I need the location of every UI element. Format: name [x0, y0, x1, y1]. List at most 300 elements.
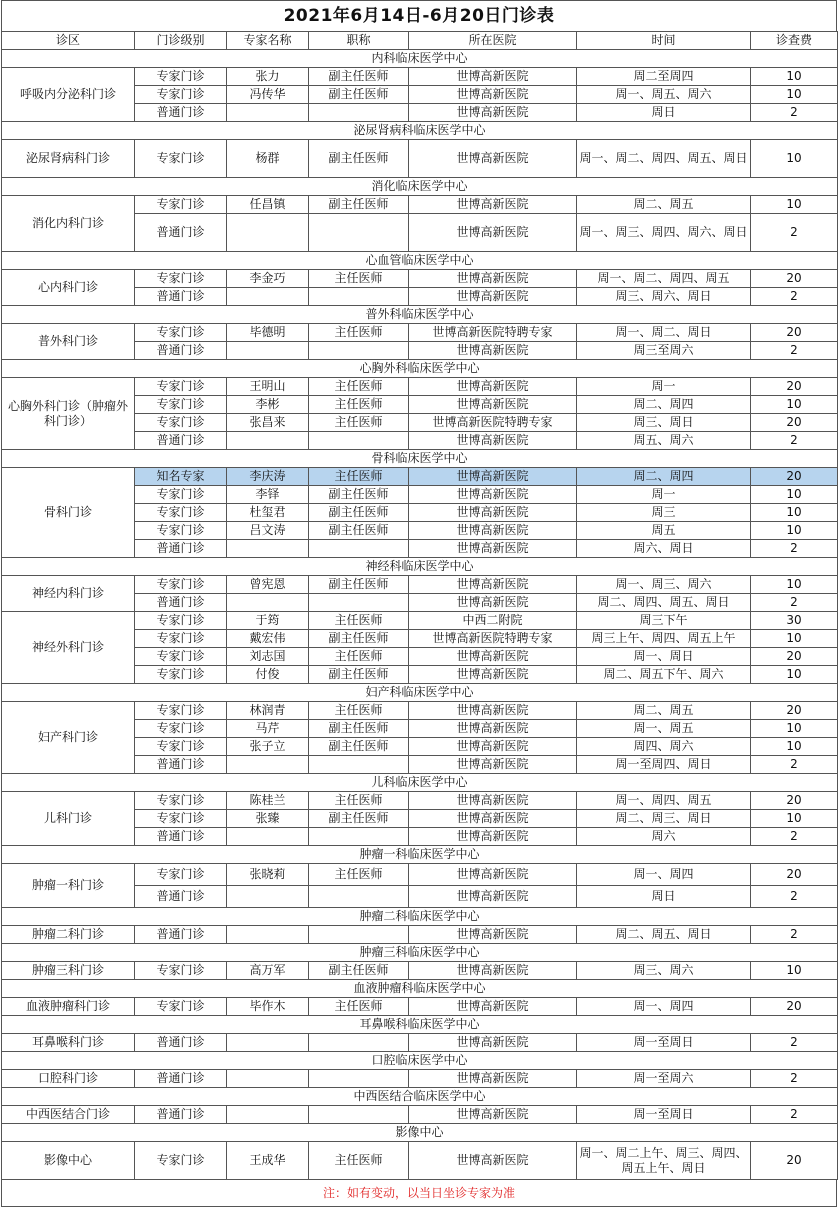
section-title: 血液肿瘤科临床医学中心	[2, 980, 838, 998]
hospital-cell: 世博高新医院特聘专家	[409, 630, 577, 648]
title-cell: 副主任医师	[309, 738, 409, 756]
hospital-cell: 世博高新医院	[409, 756, 577, 774]
title-cell: 主任医师	[309, 702, 409, 720]
table-row	[2, 576, 838, 594]
title-cell	[309, 1070, 409, 1088]
hospital-cell: 世博高新医院	[409, 962, 577, 980]
table-row	[2, 324, 838, 342]
section-row	[2, 178, 838, 196]
fee-cell: 20	[751, 324, 838, 342]
hospital-cell: 世博高新医院	[409, 522, 577, 540]
name-cell: 毕作木	[227, 998, 309, 1016]
hospital-cell: 中西二附院	[409, 612, 577, 630]
section-title: 中西医结合临床医学中心	[2, 1088, 838, 1106]
level-cell: 专家门诊	[135, 630, 227, 648]
hospital-cell: 世博高新医院	[409, 342, 577, 360]
hospital-cell: 世博高新医院	[409, 702, 577, 720]
hospital-cell: 世博高新医院	[409, 720, 577, 738]
hospital-cell: 世博高新医院特聘专家	[409, 414, 577, 432]
title-cell	[309, 288, 409, 306]
title-cell: 副主任医师	[309, 486, 409, 504]
dept-cell: 神经内科门诊	[2, 576, 135, 612]
level-cell: 专家门诊	[135, 702, 227, 720]
fee-cell: 10	[751, 630, 838, 648]
time-cell: 周一、周二上午、周三、周四、周五上午、周日	[577, 1142, 751, 1180]
time-cell: 周一至周四、周日	[577, 756, 751, 774]
fee-cell: 2	[751, 432, 838, 450]
section-title: 口腔临床医学中心	[2, 1052, 838, 1070]
title-cell: 主任医师	[309, 270, 409, 288]
name-cell: 张力	[227, 68, 309, 86]
level-cell: 专家门诊	[135, 998, 227, 1016]
level-cell: 专家门诊	[135, 720, 227, 738]
name-cell: 高万军	[227, 962, 309, 980]
name-cell: 于筠	[227, 612, 309, 630]
time-cell: 周一、周二、周四、周五	[577, 270, 751, 288]
section-row	[2, 1124, 838, 1142]
section-title: 泌尿肾病科临床医学中心	[2, 122, 838, 140]
hospital-cell: 世博高新医院	[409, 196, 577, 214]
level-cell: 专家门诊	[135, 962, 227, 980]
section-title: 骨科临床医学中心	[2, 450, 838, 468]
time-cell: 周一至周六	[577, 1070, 751, 1088]
name-cell: 杨群	[227, 140, 309, 178]
section-row	[2, 1052, 838, 1070]
level-cell: 专家门诊	[135, 486, 227, 504]
name-cell: 陈桂兰	[227, 792, 309, 810]
name-cell: 冯传华	[227, 86, 309, 104]
title-cell: 副主任医师	[309, 68, 409, 86]
hospital-cell: 世博高新医院	[409, 270, 577, 288]
name-cell	[227, 342, 309, 360]
hospital-cell: 世博高新医院	[409, 998, 577, 1016]
fee-cell: 2	[751, 288, 838, 306]
hospital-cell: 世博高新医院	[409, 738, 577, 756]
title-cell	[309, 1106, 409, 1124]
section-title: 内科临床医学中心	[2, 50, 838, 68]
name-cell: 李金巧	[227, 270, 309, 288]
section-title: 神经科临床医学中心	[2, 558, 838, 576]
header-row	[2, 32, 838, 50]
time-cell: 周二、周三、周日	[577, 810, 751, 828]
dept-cell: 骨科门诊	[2, 468, 135, 558]
hospital-cell: 世博高新医院	[409, 886, 577, 908]
level-cell: 专家门诊	[135, 324, 227, 342]
dept-cell: 消化内科门诊	[2, 196, 135, 252]
hospital-cell: 世博高新医院	[409, 792, 577, 810]
fee-cell: 10	[751, 486, 838, 504]
dept-cell: 心胸外科门诊（肿瘤外科门诊）	[2, 378, 135, 450]
dept-cell: 神经外科门诊	[2, 612, 135, 684]
time-cell: 周六	[577, 828, 751, 846]
level-cell: 专家门诊	[135, 576, 227, 594]
level-cell: 专家门诊	[135, 738, 227, 756]
title-cell: 副主任医师	[309, 140, 409, 178]
hospital-cell: 世博高新医院	[409, 828, 577, 846]
fee-cell: 20	[751, 378, 838, 396]
level-cell: 专家门诊	[135, 612, 227, 630]
hospital-cell: 世博高新医院	[409, 810, 577, 828]
table-row	[2, 468, 838, 486]
title-cell: 副主任医师	[309, 810, 409, 828]
name-cell	[227, 540, 309, 558]
title-cell: 副主任医师	[309, 720, 409, 738]
name-cell	[227, 1106, 309, 1124]
fee-cell: 20	[751, 702, 838, 720]
fee-cell: 2	[751, 926, 838, 944]
name-cell: 刘志国	[227, 648, 309, 666]
dept-cell: 肿瘤二科门诊	[2, 926, 135, 944]
hospital-cell: 世博高新医院	[409, 104, 577, 122]
level-cell: 专家门诊	[135, 68, 227, 86]
title-cell: 副主任医师	[309, 196, 409, 214]
table-row	[2, 962, 838, 980]
fee-cell: 20	[751, 792, 838, 810]
name-cell	[227, 104, 309, 122]
fee-cell: 2	[751, 1034, 838, 1052]
title-cell: 主任医师	[309, 324, 409, 342]
hospital-cell: 世博高新医院	[409, 468, 577, 486]
time-cell: 周五、周六	[577, 432, 751, 450]
dept-cell: 呼吸内分泌科门诊	[2, 68, 135, 122]
fee-cell: 10	[751, 666, 838, 684]
hospital-cell: 世博高新医院	[409, 288, 577, 306]
name-cell: 王成华	[227, 1142, 309, 1180]
time-cell: 周三	[577, 504, 751, 522]
name-cell: 李铎	[227, 486, 309, 504]
hospital-cell: 世博高新医院	[409, 594, 577, 612]
time-cell: 周一、周五	[577, 720, 751, 738]
dept-cell: 血液肿瘤科门诊	[2, 998, 135, 1016]
dept-cell: 普外科门诊	[2, 324, 135, 360]
level-cell: 知名专家	[135, 468, 227, 486]
level-cell: 专家门诊	[135, 396, 227, 414]
level-cell: 普通门诊	[135, 104, 227, 122]
title-cell	[309, 926, 409, 944]
hospital-cell: 世博高新医院	[409, 486, 577, 504]
time-cell: 周一至周日	[577, 1106, 751, 1124]
level-cell: 普通门诊	[135, 342, 227, 360]
title-cell	[309, 828, 409, 846]
name-cell	[227, 828, 309, 846]
header-cell: 专家名称	[227, 32, 309, 50]
title-cell: 副主任医师	[309, 576, 409, 594]
level-cell: 普通门诊	[135, 756, 227, 774]
level-cell: 专家门诊	[135, 864, 227, 886]
section-title: 影像中心	[2, 1124, 838, 1142]
fee-cell: 10	[751, 576, 838, 594]
title-cell: 主任医师	[309, 468, 409, 486]
hospital-cell: 世博高新医院	[409, 1142, 577, 1180]
fee-cell: 20	[751, 1142, 838, 1180]
fee-cell: 2	[751, 1106, 838, 1124]
fee-cell: 10	[751, 86, 838, 104]
section-row	[2, 450, 838, 468]
section-title: 肿瘤二科临床医学中心	[2, 908, 838, 926]
section-row	[2, 1088, 838, 1106]
hospital-cell: 世博高新医院	[409, 648, 577, 666]
level-cell: 普通门诊	[135, 540, 227, 558]
time-cell: 周一、周二、周日	[577, 324, 751, 342]
title-cell: 主任医师	[309, 1142, 409, 1180]
fee-cell: 2	[751, 342, 838, 360]
level-cell: 普通门诊	[135, 1106, 227, 1124]
level-cell: 专家门诊	[135, 504, 227, 522]
level-cell: 专家门诊	[135, 1142, 227, 1180]
time-cell: 周二、周四	[577, 468, 751, 486]
footnote: 注：如有变动，以当日坐诊专家为准	[1, 1180, 837, 1207]
name-cell	[227, 926, 309, 944]
time-cell: 周二、周五、周日	[577, 926, 751, 944]
level-cell: 专家门诊	[135, 666, 227, 684]
fee-cell: 10	[751, 720, 838, 738]
time-cell: 周一、周四	[577, 864, 751, 886]
section-row	[2, 360, 838, 378]
fee-cell: 2	[751, 886, 838, 908]
fee-cell: 10	[751, 522, 838, 540]
header-cell: 时间	[577, 32, 751, 50]
name-cell: 张臻	[227, 810, 309, 828]
hospital-cell: 世博高新医院	[409, 864, 577, 886]
section-title: 肿瘤三科临床医学中心	[2, 944, 838, 962]
level-cell: 普通门诊	[135, 828, 227, 846]
dept-cell: 泌尿肾病科门诊	[2, 140, 135, 178]
time-cell: 周五	[577, 522, 751, 540]
section-row	[2, 306, 838, 324]
page-title: 2021年6月14日-6月20日门诊表	[1, 0, 837, 31]
fee-cell: 10	[751, 68, 838, 86]
name-cell	[227, 756, 309, 774]
section-row	[2, 774, 838, 792]
table-row	[2, 792, 838, 810]
section-row	[2, 980, 838, 998]
level-cell: 普通门诊	[135, 214, 227, 252]
fee-cell: 20	[751, 648, 838, 666]
name-cell	[227, 1070, 309, 1088]
hospital-cell: 世博高新医院	[409, 666, 577, 684]
dept-cell: 妇产科门诊	[2, 702, 135, 774]
dept-cell: 心内科门诊	[2, 270, 135, 306]
title-cell: 主任医师	[309, 612, 409, 630]
level-cell: 专家门诊	[135, 810, 227, 828]
level-cell: 专家门诊	[135, 140, 227, 178]
fee-cell: 20	[751, 864, 838, 886]
fee-cell: 20	[751, 468, 838, 486]
schedule-body	[2, 50, 838, 1180]
hospital-cell: 世博高新医院	[409, 378, 577, 396]
table-row	[2, 1034, 838, 1052]
dept-cell: 耳鼻喉科门诊	[2, 1034, 135, 1052]
time-cell: 周三上午、周四、周五上午	[577, 630, 751, 648]
section-title: 消化临床医学中心	[2, 178, 838, 196]
header-cell: 诊区	[2, 32, 135, 50]
time-cell: 周三下午	[577, 612, 751, 630]
section-title: 妇产科临床医学中心	[2, 684, 838, 702]
name-cell: 王明山	[227, 378, 309, 396]
name-cell	[227, 594, 309, 612]
level-cell: 普通门诊	[135, 926, 227, 944]
section-row	[2, 1016, 838, 1034]
name-cell: 毕德明	[227, 324, 309, 342]
name-cell: 李庆涛	[227, 468, 309, 486]
time-cell: 周一、周四	[577, 998, 751, 1016]
hospital-cell: 世博高新医院	[409, 140, 577, 178]
table-row	[2, 378, 838, 396]
fee-cell: 2	[751, 214, 838, 252]
section-title: 心胸外科临床医学中心	[2, 360, 838, 378]
name-cell: 张昌来	[227, 414, 309, 432]
name-cell: 吕文涛	[227, 522, 309, 540]
name-cell: 马芹	[227, 720, 309, 738]
hospital-cell: 世博高新医院	[409, 214, 577, 252]
time-cell: 周六、周日	[577, 540, 751, 558]
time-cell: 周三、周日	[577, 414, 751, 432]
name-cell	[227, 886, 309, 908]
time-cell: 周一、周五、周六	[577, 86, 751, 104]
title-cell	[309, 104, 409, 122]
title-cell: 主任医师	[309, 414, 409, 432]
hospital-cell: 世博高新医院	[409, 504, 577, 522]
level-cell: 专家门诊	[135, 270, 227, 288]
table-row	[2, 702, 838, 720]
section-title: 普外科临床医学中心	[2, 306, 838, 324]
fee-cell: 30	[751, 612, 838, 630]
table-row	[2, 926, 838, 944]
fee-cell: 20	[751, 270, 838, 288]
level-cell: 专家门诊	[135, 378, 227, 396]
table-row	[2, 196, 838, 214]
fee-cell: 2	[751, 828, 838, 846]
hospital-cell: 世博高新医院	[409, 396, 577, 414]
name-cell	[227, 432, 309, 450]
title-cell	[309, 1034, 409, 1052]
time-cell: 周二、周五	[577, 702, 751, 720]
level-cell: 普通门诊	[135, 432, 227, 450]
dept-cell: 中西医结合门诊	[2, 1106, 135, 1124]
fee-cell: 2	[751, 594, 838, 612]
time-cell: 周一、周四、周五	[577, 792, 751, 810]
hospital-cell: 世博高新医院	[409, 540, 577, 558]
title-cell: 主任医师	[309, 792, 409, 810]
section-row	[2, 908, 838, 926]
hospital-cell: 世博高新医院	[409, 1034, 577, 1052]
time-cell: 周四、周六	[577, 738, 751, 756]
name-cell: 任昌镇	[227, 196, 309, 214]
level-cell: 普通门诊	[135, 886, 227, 908]
section-title: 耳鼻喉科临床医学中心	[2, 1016, 838, 1034]
time-cell: 周三至周六	[577, 342, 751, 360]
title-cell: 主任医师	[309, 648, 409, 666]
dept-cell: 影像中心	[2, 1142, 135, 1180]
level-cell: 普通门诊	[135, 594, 227, 612]
table-row	[2, 1142, 838, 1180]
name-cell: 张晓莉	[227, 864, 309, 886]
table-row	[2, 998, 838, 1016]
table-row	[2, 612, 838, 630]
title-cell	[309, 214, 409, 252]
fee-cell: 10	[751, 140, 838, 178]
level-cell: 专家门诊	[135, 414, 227, 432]
title-cell: 副主任医师	[309, 666, 409, 684]
name-cell: 李彬	[227, 396, 309, 414]
section-row	[2, 252, 838, 270]
section-title: 儿科临床医学中心	[2, 774, 838, 792]
level-cell: 普通门诊	[135, 1070, 227, 1088]
fee-cell: 2	[751, 540, 838, 558]
level-cell: 专家门诊	[135, 648, 227, 666]
header-cell: 职称	[309, 32, 409, 50]
time-cell: 周二、周五	[577, 196, 751, 214]
hospital-cell: 世博高新医院特聘专家	[409, 324, 577, 342]
header-cell: 所在医院	[409, 32, 577, 50]
fee-cell: 10	[751, 504, 838, 522]
title-cell	[309, 432, 409, 450]
fee-cell: 10	[751, 396, 838, 414]
section-title: 肿瘤一科临床医学中心	[2, 846, 838, 864]
time-cell: 周三、周六、周日	[577, 288, 751, 306]
hospital-cell: 世博高新医院	[409, 1070, 577, 1088]
section-title: 心血管临床医学中心	[2, 252, 838, 270]
title-cell: 副主任医师	[309, 86, 409, 104]
name-cell: 戴宏伟	[227, 630, 309, 648]
title-cell: 副主任医师	[309, 504, 409, 522]
fee-cell: 10	[751, 196, 838, 214]
fee-cell: 10	[751, 810, 838, 828]
title-cell: 副主任医师	[309, 522, 409, 540]
fee-cell: 2	[751, 756, 838, 774]
fee-cell: 2	[751, 1070, 838, 1088]
name-cell	[227, 288, 309, 306]
name-cell: 杜玺君	[227, 504, 309, 522]
table-row	[2, 140, 838, 178]
time-cell: 周一至周日	[577, 1034, 751, 1052]
title-cell: 主任医师	[309, 378, 409, 396]
name-cell	[227, 1034, 309, 1052]
table-row	[2, 270, 838, 288]
level-cell: 专家门诊	[135, 522, 227, 540]
section-row	[2, 846, 838, 864]
section-row	[2, 944, 838, 962]
dept-cell: 肿瘤三科门诊	[2, 962, 135, 980]
section-row	[2, 122, 838, 140]
section-row	[2, 684, 838, 702]
time-cell: 周一、周日	[577, 648, 751, 666]
table-row	[2, 1106, 838, 1124]
time-cell: 周日	[577, 104, 751, 122]
fee-cell: 20	[751, 414, 838, 432]
title-cell: 主任医师	[309, 864, 409, 886]
time-cell: 周日	[577, 886, 751, 908]
fee-cell: 2	[751, 104, 838, 122]
table-row	[2, 68, 838, 86]
title-cell	[309, 540, 409, 558]
name-cell: 张子立	[227, 738, 309, 756]
header-cell: 门诊级别	[135, 32, 227, 50]
title-cell	[309, 342, 409, 360]
time-cell: 周一、周二、周四、周五、周日	[577, 140, 751, 178]
level-cell: 专家门诊	[135, 196, 227, 214]
title-cell: 主任医师	[309, 396, 409, 414]
hospital-cell: 世博高新医院	[409, 576, 577, 594]
hospital-cell: 世博高新医院	[409, 1106, 577, 1124]
schedule-table	[1, 31, 838, 1180]
dept-cell: 口腔科门诊	[2, 1070, 135, 1088]
time-cell: 周二、周四	[577, 396, 751, 414]
time-cell: 周一	[577, 378, 751, 396]
time-cell: 周二、周四、周五、周日	[577, 594, 751, 612]
hospital-cell: 世博高新医院	[409, 432, 577, 450]
time-cell: 周二、周五下午、周六	[577, 666, 751, 684]
